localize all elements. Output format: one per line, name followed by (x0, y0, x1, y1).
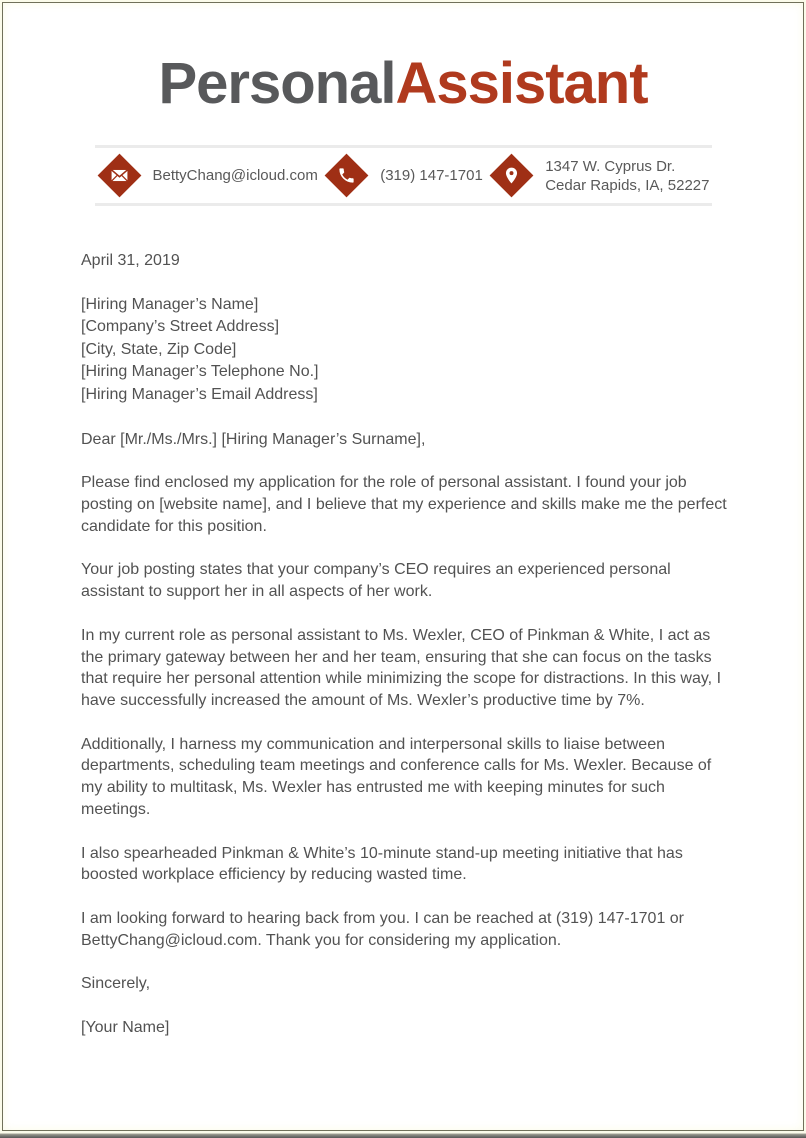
contact-address (489, 153, 709, 198)
paragraph-4: Additionally, I harness my communication and interpersonal skills to liaise between departments, scheduling team meetings and conference calls for Ms. Wexler. Because of my ability to multitask, Ms. Wexler has entrusted me with keeping minutes for such meetings. (81, 735, 712, 818)
recipient-line: [Hiring Manager’s Telephone No.] (81, 363, 319, 381)
cover-letter-page (2, 2, 804, 1131)
recipient-line: [Company’s Street Address] (81, 318, 280, 336)
paragraph-6: I am looking forward to hearing back from you. I can be reached at (319) 147-1701 or BettyChang@icloud.com. Thank you for considering my application. (81, 909, 685, 949)
paragraph-3: In my current role as personal assistant to Ms. Wexler, CEO of Pinkman & White, I act as the primary gateway between her and her team, ensuring that she can focus on the tasks that require her personal attention while minimizing the scope for distractions. In this way, I have successfully increased the amount of Ms. Wexler’s productive time by 7%. (81, 626, 722, 709)
phone-icon (325, 154, 369, 198)
contact-email (97, 153, 318, 198)
closing: Sincerely, (81, 975, 151, 993)
phone-text: (319) 147-1701 (380, 167, 483, 184)
location-pin-icon (490, 154, 534, 198)
contact-info-bar (95, 145, 712, 206)
address-line-1: 1347 W. Cyprus Dr. (545, 157, 676, 175)
paragraph-5: I also spearheaded Pinkman & White’s 10-minute stand-up meeting initiative that has boosted workplace efficiency by reducing wasted time. (81, 844, 683, 884)
paragraph-1: Please find enclosed my application for the role of personal assistant. I found your job posting on [website name], and I believe that my experience and skills make me the perfect candidate for this position. (81, 474, 727, 535)
address-line-2: Cedar Rapids, IA, 52227 (545, 176, 710, 194)
recipient-block (81, 294, 733, 407)
paragraph-2: Your job posting states that your company’s CEO requires an experienced personal assistant to support her in all aspects of her work. (81, 561, 671, 601)
page-title (3, 53, 803, 115)
contact-phone (324, 153, 483, 198)
recipient-line: [City, State, Zip Code] (81, 340, 237, 358)
salutation: Dear [Mr./Ms./Mrs.] [Hiring Manager’s Surname], (81, 430, 426, 448)
signature: [Your Name] (81, 1019, 170, 1037)
address-text (545, 157, 709, 195)
recipient-line: [Hiring Manager’s Email Address] (81, 386, 318, 404)
letterhead (3, 53, 803, 206)
envelope-icon (97, 154, 141, 198)
title-word-assistant: Assistant (395, 51, 648, 116)
letter-date: April 31, 2019 (81, 252, 180, 269)
page-bottom-edge (0, 1131, 806, 1138)
email-text: BettyChang@icloud.com (152, 167, 318, 184)
recipient-line: [Hiring Manager’s Name] (81, 295, 259, 313)
letter-body (81, 250, 733, 1039)
title-word-personal: Personal (158, 51, 396, 116)
